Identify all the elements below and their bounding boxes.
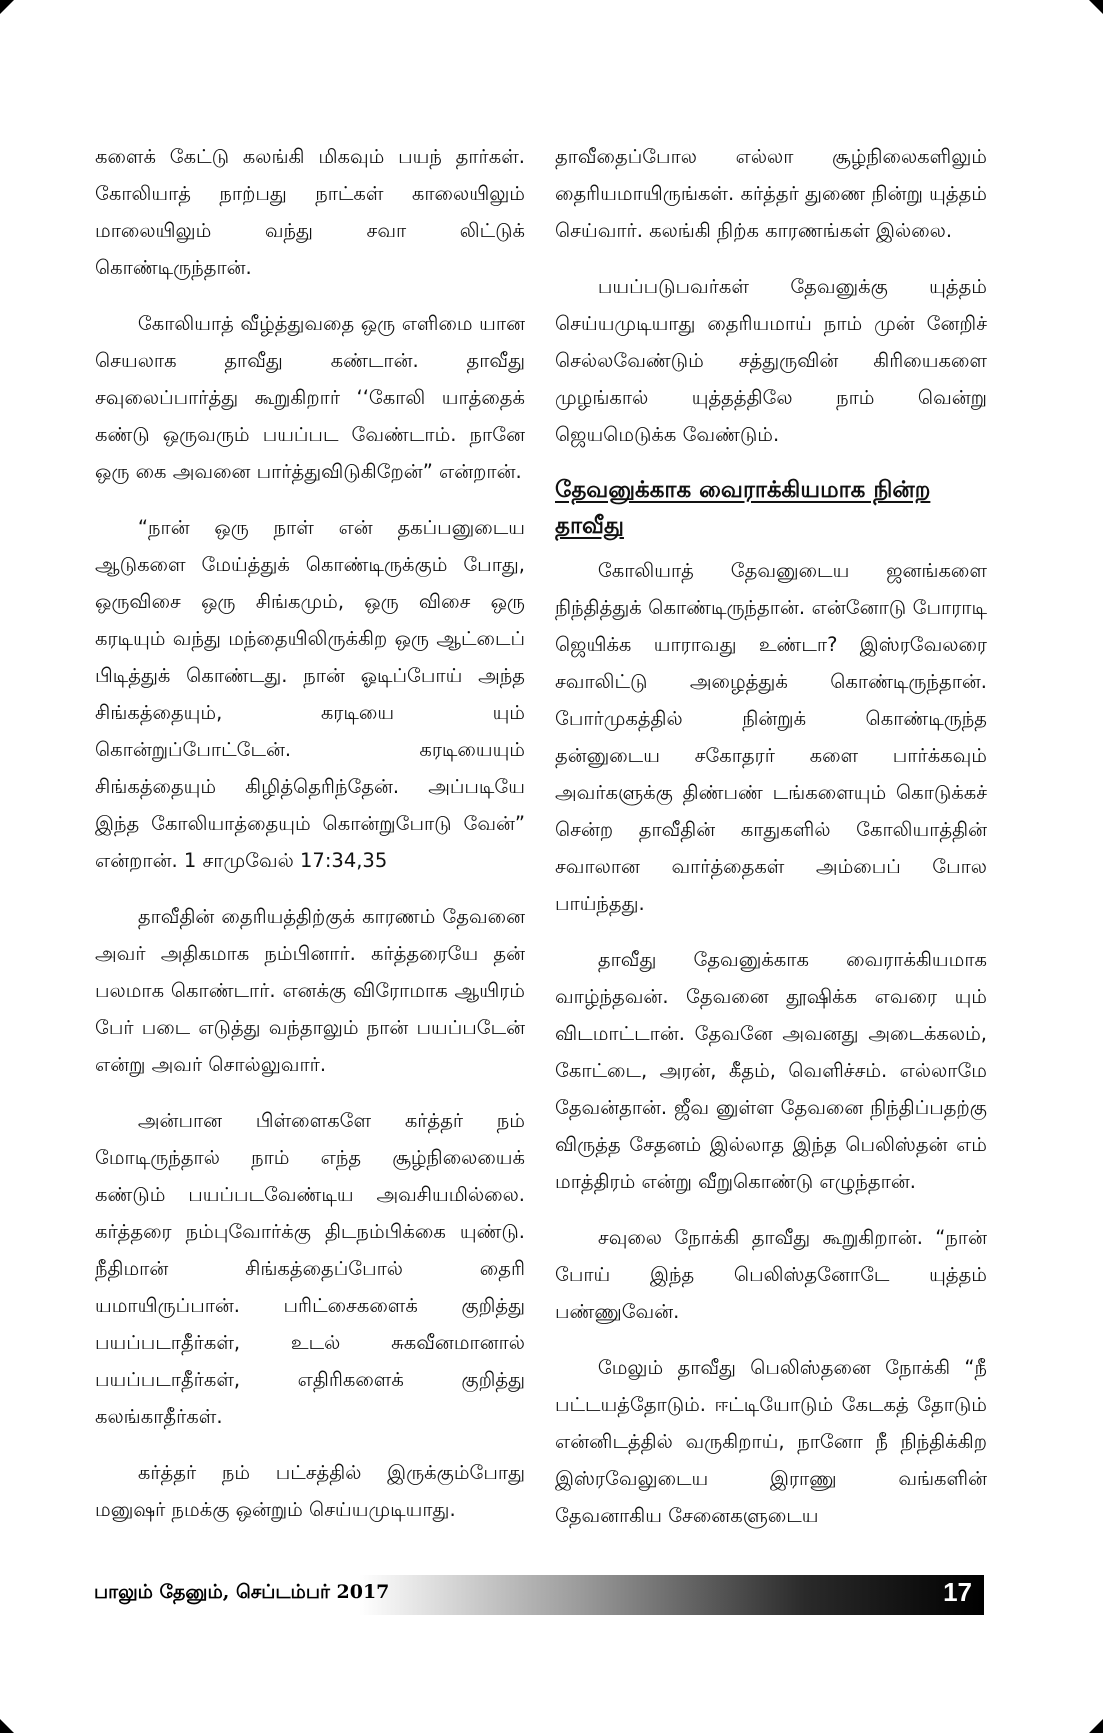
right-column [555,138,987,1553]
paragraph: களைக் கேட்டு கலங்கி மிகவும் பயந் தார்கள். கோலியாத் நாற்பது நாட்கள் காலையிலும் மாலையிலும் வந்து சவா லிட்டுக் கொண்டிருந்தான். [95,145,525,279]
page-number: 17 [943,1577,972,1607]
publication-info: பாலும் தேனும், செப்டம்பர் 2017 [94,1581,390,1603]
paragraph: கர்த்தர் நம் பட்சத்தில் இருக்கும்போது மனுஷர் நமக்கு ஒன்றும் செய்யமுடியாது. [95,1461,525,1521]
corner-mark-bottom-left [0,1719,14,1733]
paragraph: தாவீதின் தைரியத்திற்குக் காரணம் தேவனை அவர் அதிகமாக நம்பினார். கர்த்தரையே தன் பலமாக கொண்டார். எனக்கு விரோமாக ஆயிரம் பேர் படை எடுத்து வந்தாலும் நான் பயப்படேன் என்று அவர் சொல்லுவார். [95,905,525,1076]
paragraph: “நான் ஒரு நாள் என் தகப்பனுடைய ஆடுகளை மேய்த்துக் கொண்டிருக்கும் போது, ஒருவிசை ஒரு சிங்கமும், ஒரு விசை ஒரு கரடியும் வந்து மந்தையிலிருக்கிற ஒரு ஆட்டைப் பிடித்துக் கொண்டது. நான் ஓடிப்போய் அந்த சிங்கத்தையும், கரடியை யும் கொன்றுப்போட்டேன். கரடியையும் சிங்கத்தையும் கிழித்தெரிந்தேன். அப்படியே இந்த கோலியாத்தையும் கொன்றுபோடு வேன்” என்றான். 1 சாமுவேல் 17:34,35 [95,516,525,872]
paragraph: தாவீதைப்போல எல்லா சூழ்நிலைகளிலும் தைரியமாயிருங்கள். கர்த்தர் துணை நின்று யுத்தம் செய்வார். கலங்கி நிற்க காரணங்கள் இல்லை. [555,145,987,242]
paragraph: கோலியாத் வீழ்த்துவதை ஒரு எளிமை யான செயலாக தாவீது கண்டான். தாவீது சவுலைப்பார்த்து கூறுகிறார் ‘‘கோலி யாத்தைக் கண்டு ஒருவரும் பயப்பட வேண்டாம். நானே ஒரு கை அவனை பார்த்துவிடுகிறேன்” என்றான். [95,312,525,483]
paragraph: அன்பான பிள்ளைகளே கர்த்தர் நம் மோடிருந்தால் நாம் எந்த சூழ்நிலையைக் கண்டும் பயப்படவேண்டிய அவசியமில்லை. கர்த்தரை நம்புவோர்க்கு திடநம்பிக்கை யுண்டு. நீதிமான் சிங்கத்தைப்போல் தைரி யமாயிருப்பான். பரிட்சைகளைக் குறித்து பயப்படாதீர்கள், உடல் சுகவீனமானால் பயப்படாதீர்கள், எதிரிகளைக் குறித்து கலங்காதீர்கள். [95,1109,525,1428]
corner-mark-top-right [1089,0,1103,14]
page-footer [92,1575,984,1615]
paragraph: பயப்படுபவர்கள் தேவனுக்கு யுத்தம் செய்யமுடியாது தைரியமாய் நாம் முன் னேறிச் செல்லவேண்டும் சத்துருவின் கிரியைகளை முழங்கால் யுத்தத்திலே நாம் வென்று ஜெயமெடுக்க வேண்டும். [555,275,987,446]
section-heading: தேவனுக்காக வைராக்கியமாக நின்ற தாவீது [555,476,931,539]
corner-mark-bottom-right [1089,1719,1103,1733]
corner-mark-top-left [0,0,14,14]
paragraph: சவுலை நோக்கி தாவீது கூறுகிறான். “நான் போய் இந்த பெலிஸ்தனோடே யுத்தம் பண்ணுவேன். [555,1226,987,1323]
paragraph: மேலும் தாவீது பெலிஸ்தனை நோக்கி “நீ பட்டயத்தோடும். ஈட்டியோடும் கேடகத் தோடும் என்னிடத்தில் வருகிறாய், நானோ நீ நிந்திக்கிற இஸ்ரவேலுடைய இராணு வங்களின் தேவனாகிய சேனைகளுடைய [555,1356,987,1527]
paragraph: கோலியாத் தேவனுடைய ஜனங்களை நிந்தித்துக் கொண்டிருந்தான். என்னோடு போராடி ஜெயிக்க யாராவது உண்டா? இஸ்ரவேலரை சவாலிட்டு அழைத்துக் கொண்டிருந்தான். போர்முகத்தில் நின்றுக் கொண்டிருந்த தன்னுடைய சகோதரர் களை பார்க்கவும் அவர்களுக்கு திண்பண் டங்களையும் கொடுக்கச் சென்ற தாவீதின் காதுகளில் கோலியாத்தின் சவாலான வார்த்தைகள் அம்பைப் போல பாய்ந்தது. [555,559,987,915]
left-column [95,138,525,1547]
paragraph: தாவீது தேவனுக்காக வைராக்கியமாக வாழ்ந்தவன். தேவனை தூஷிக்க எவரை யும் விடமாட்டான். தேவனே அவனது அடைக்கலம், கோட்டை, அரன், கீதம், வெளிச்சம். எல்லாமே தேவன்தான். ஜீவ னுள்ள தேவனை நிந்திப்பதற்கு விருத்த சேதனம் இல்லாத இந்த பெலிஸ்தன் எம் மாத்திரம் என்று வீறுகொண்டு எழுந்தான். [555,948,987,1193]
